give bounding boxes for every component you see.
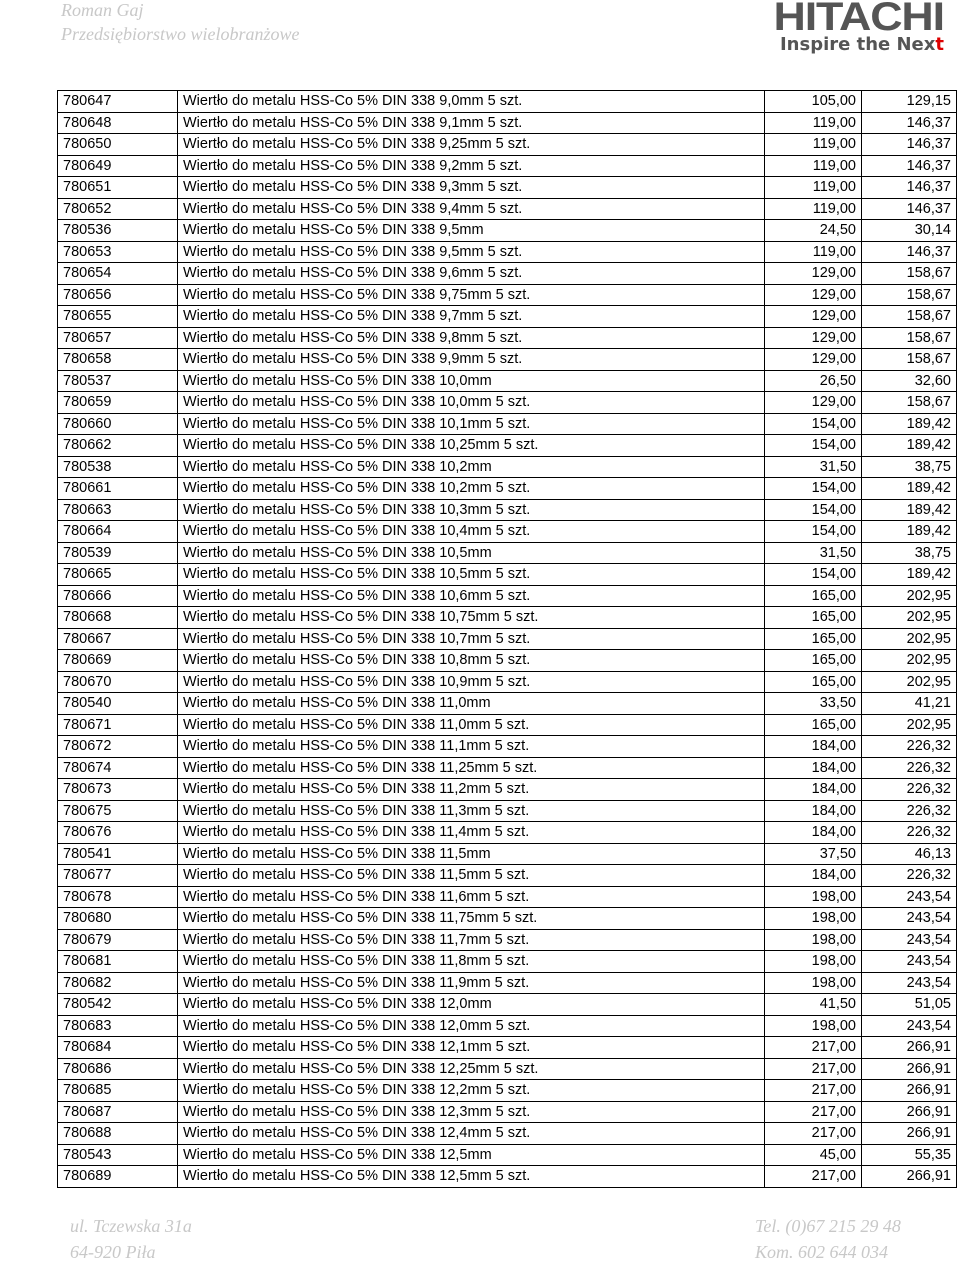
address-city: 64-920 Piła — [70, 1242, 156, 1262]
product-description: Wiertło do metalu HSS-Co 5% DIN 338 11,75mm 5 szt. — [178, 908, 765, 930]
price-net: 33,50 — [765, 693, 862, 715]
table-row — [58, 714, 957, 736]
product-code: 780658 — [58, 349, 178, 371]
product-code: 780656 — [58, 284, 178, 306]
price-gross: 158,67 — [862, 349, 957, 371]
product-description: Wiertło do metalu HSS-Co 5% DIN 338 10,0mm 5 szt. — [178, 392, 765, 414]
product-description: Wiertło do metalu HSS-Co 5% DIN 338 12,1mm 5 szt. — [178, 1037, 765, 1059]
table-row — [58, 1101, 957, 1123]
price-net: 154,00 — [765, 521, 862, 543]
table-row — [58, 134, 957, 156]
price-gross: 202,95 — [862, 607, 957, 629]
product-code: 780536 — [58, 220, 178, 242]
table-row — [58, 112, 957, 134]
price-gross: 243,54 — [862, 929, 957, 951]
product-description: Wiertło do metalu HSS-Co 5% DIN 338 10,8mm 5 szt. — [178, 650, 765, 672]
product-description: Wiertło do metalu HSS-Co 5% DIN 338 9,8mm 5 szt. — [178, 327, 765, 349]
table-row — [58, 306, 957, 328]
product-description: Wiertło do metalu HSS-Co 5% DIN 338 10,2mm — [178, 456, 765, 478]
product-description: Wiertło do metalu HSS-Co 5% DIN 338 12,2mm 5 szt. — [178, 1080, 765, 1102]
price-gross: 226,32 — [862, 865, 957, 887]
table-row — [58, 349, 957, 371]
price-net: 198,00 — [765, 886, 862, 908]
price-gross: 243,54 — [862, 951, 957, 973]
table-row — [58, 478, 957, 500]
table-row — [58, 220, 957, 242]
price-net: 119,00 — [765, 155, 862, 177]
price-net: 198,00 — [765, 908, 862, 930]
price-net: 31,50 — [765, 456, 862, 478]
product-code: 780667 — [58, 628, 178, 650]
product-description: Wiertło do metalu HSS-Co 5% DIN 338 11,2mm 5 szt. — [178, 779, 765, 801]
table-row — [58, 263, 957, 285]
price-gross: 266,91 — [862, 1058, 957, 1080]
price-net: 217,00 — [765, 1058, 862, 1080]
product-description: Wiertło do metalu HSS-Co 5% DIN 338 11,5mm — [178, 843, 765, 865]
product-code: 780664 — [58, 521, 178, 543]
table-row — [58, 736, 957, 758]
price-net: 165,00 — [765, 607, 862, 629]
price-gross: 189,42 — [862, 521, 957, 543]
product-description: Wiertło do metalu HSS-Co 5% DIN 338 9,4mm 5 szt. — [178, 198, 765, 220]
table-row — [58, 650, 957, 672]
price-gross: 202,95 — [862, 628, 957, 650]
price-gross: 266,91 — [862, 1101, 957, 1123]
price-net: 198,00 — [765, 951, 862, 973]
product-description: Wiertło do metalu HSS-Co 5% DIN 338 10,0mm — [178, 370, 765, 392]
price-gross: 189,42 — [862, 413, 957, 435]
price-gross: 129,15 — [862, 91, 957, 113]
price-gross: 202,95 — [862, 650, 957, 672]
price-net: 217,00 — [765, 1080, 862, 1102]
price-gross: 266,91 — [862, 1037, 957, 1059]
table-row — [58, 542, 957, 564]
price-gross: 189,42 — [862, 499, 957, 521]
product-description: Wiertło do metalu HSS-Co 5% DIN 338 9,9mm 5 szt. — [178, 349, 765, 371]
product-description: Wiertło do metalu HSS-Co 5% DIN 338 12,0mm — [178, 994, 765, 1016]
price-net: 154,00 — [765, 478, 862, 500]
price-net: 37,50 — [765, 843, 862, 865]
product-description: Wiertło do metalu HSS-Co 5% DIN 338 12,0mm 5 szt. — [178, 1015, 765, 1037]
product-code: 780649 — [58, 155, 178, 177]
price-gross: 158,67 — [862, 306, 957, 328]
price-net: 217,00 — [765, 1037, 862, 1059]
table-row — [58, 693, 957, 715]
price-gross: 243,54 — [862, 908, 957, 930]
product-description: Wiertło do metalu HSS-Co 5% DIN 338 10,6mm 5 szt. — [178, 585, 765, 607]
product-code: 780669 — [58, 650, 178, 672]
product-code: 780543 — [58, 1144, 178, 1166]
price-gross: 146,37 — [862, 134, 957, 156]
product-code: 780677 — [58, 865, 178, 887]
table-row — [58, 435, 957, 457]
price-gross: 158,67 — [862, 284, 957, 306]
price-gross: 189,42 — [862, 478, 957, 500]
product-description: Wiertło do metalu HSS-Co 5% DIN 338 12,3mm 5 szt. — [178, 1101, 765, 1123]
product-description: Wiertło do metalu HSS-Co 5% DIN 338 11,3mm 5 szt. — [178, 800, 765, 822]
table-row — [58, 843, 957, 865]
product-code: 780689 — [58, 1166, 178, 1188]
product-description: Wiertło do metalu HSS-Co 5% DIN 338 10,1mm 5 szt. — [178, 413, 765, 435]
price-net: 129,00 — [765, 306, 862, 328]
product-code: 780676 — [58, 822, 178, 844]
product-code: 780681 — [58, 951, 178, 973]
logo-tagline-main: Inspire the Nex — [779, 34, 936, 55]
table-row — [58, 865, 957, 887]
product-code: 780666 — [58, 585, 178, 607]
price-net: 31,50 — [765, 542, 862, 564]
table-row — [58, 413, 957, 435]
product-code: 780675 — [58, 800, 178, 822]
table-row — [58, 327, 957, 349]
table-row — [58, 155, 957, 177]
logo-brand: HITACHI — [773, 0, 944, 39]
table-row — [58, 177, 957, 199]
product-description: Wiertło do metalu HSS-Co 5% DIN 338 10,5mm 5 szt. — [178, 564, 765, 586]
price-gross: 202,95 — [862, 585, 957, 607]
product-description: Wiertło do metalu HSS-Co 5% DIN 338 10,4mm 5 szt. — [178, 521, 765, 543]
product-description: Wiertło do metalu HSS-Co 5% DIN 338 10,3mm 5 szt. — [178, 499, 765, 521]
price-net: 165,00 — [765, 671, 862, 693]
price-gross: 55,35 — [862, 1144, 957, 1166]
product-code: 780665 — [58, 564, 178, 586]
price-net: 154,00 — [765, 413, 862, 435]
price-gross: 30,14 — [862, 220, 957, 242]
product-code: 780685 — [58, 1080, 178, 1102]
table-row — [58, 284, 957, 306]
price-net: 217,00 — [765, 1101, 862, 1123]
price-net: 41,50 — [765, 994, 862, 1016]
table-row — [58, 564, 957, 586]
product-description: Wiertło do metalu HSS-Co 5% DIN 338 11,1mm 5 szt. — [178, 736, 765, 758]
price-gross: 158,67 — [862, 327, 957, 349]
price-net: 119,00 — [765, 134, 862, 156]
price-gross: 226,32 — [862, 800, 957, 822]
table-row — [58, 499, 957, 521]
price-gross: 226,32 — [862, 757, 957, 779]
product-code: 780668 — [58, 607, 178, 629]
price-gross: 38,75 — [862, 456, 957, 478]
price-gross: 202,95 — [862, 714, 957, 736]
product-description: Wiertło do metalu HSS-Co 5% DIN 338 9,1mm 5 szt. — [178, 112, 765, 134]
company-subtitle: Przedsiębiorstwo wielobranżowe — [61, 24, 300, 44]
product-code: 780538 — [58, 456, 178, 478]
product-description: Wiertło do metalu HSS-Co 5% DIN 338 11,9mm 5 szt. — [178, 972, 765, 994]
table-row — [58, 1080, 957, 1102]
table-row — [58, 241, 957, 263]
price-gross: 146,37 — [862, 241, 957, 263]
price-gross: 146,37 — [862, 177, 957, 199]
price-net: 129,00 — [765, 327, 862, 349]
price-net: 198,00 — [765, 972, 862, 994]
product-description: Wiertło do metalu HSS-Co 5% DIN 338 9,2mm 5 szt. — [178, 155, 765, 177]
table-row — [58, 1123, 957, 1145]
price-gross: 146,37 — [862, 112, 957, 134]
price-net: 24,50 — [765, 220, 862, 242]
table-row — [58, 585, 957, 607]
price-net: 184,00 — [765, 800, 862, 822]
table-row — [58, 822, 957, 844]
price-gross: 243,54 — [862, 972, 957, 994]
table-row — [58, 951, 957, 973]
price-gross: 38,75 — [862, 542, 957, 564]
price-net: 154,00 — [765, 435, 862, 457]
product-description: Wiertło do metalu HSS-Co 5% DIN 338 9,5mm — [178, 220, 765, 242]
product-description: Wiertło do metalu HSS-Co 5% DIN 338 10,2mm 5 szt. — [178, 478, 765, 500]
product-code: 780659 — [58, 392, 178, 414]
product-code: 780682 — [58, 972, 178, 994]
price-net: 184,00 — [765, 779, 862, 801]
product-code: 780671 — [58, 714, 178, 736]
table-row — [58, 198, 957, 220]
product-code: 780654 — [58, 263, 178, 285]
product-code: 780660 — [58, 413, 178, 435]
company-header — [61, 0, 300, 46]
price-net: 154,00 — [765, 564, 862, 586]
table-row — [58, 929, 957, 951]
product-code: 780679 — [58, 929, 178, 951]
address-street: ul. Tczewska 31a — [70, 1216, 192, 1236]
table-row — [58, 994, 957, 1016]
table-row — [58, 456, 957, 478]
product-description: Wiertło do metalu HSS-Co 5% DIN 338 10,9mm 5 szt. — [178, 671, 765, 693]
price-net: 165,00 — [765, 628, 862, 650]
table-row — [58, 392, 957, 414]
table-row — [58, 91, 957, 113]
price-net: 119,00 — [765, 112, 862, 134]
product-code: 780672 — [58, 736, 178, 758]
price-gross: 189,42 — [862, 435, 957, 457]
product-code: 780539 — [58, 542, 178, 564]
price-net: 217,00 — [765, 1123, 862, 1145]
product-description: Wiertło do metalu HSS-Co 5% DIN 338 11,0mm — [178, 693, 765, 715]
price-table-body — [58, 91, 957, 1188]
product-description: Wiertło do metalu HSS-Co 5% DIN 338 12,5mm — [178, 1144, 765, 1166]
price-gross: 266,91 — [862, 1166, 957, 1188]
contact-mobile: Kom. 602 644 034 — [755, 1242, 889, 1262]
price-table — [57, 90, 957, 1188]
product-code: 780651 — [58, 177, 178, 199]
product-code: 780686 — [58, 1058, 178, 1080]
price-gross: 51,05 — [862, 994, 957, 1016]
price-gross: 146,37 — [862, 155, 957, 177]
price-net: 165,00 — [765, 650, 862, 672]
table-row — [58, 779, 957, 801]
table-row — [58, 370, 957, 392]
price-net: 154,00 — [765, 499, 862, 521]
price-net: 184,00 — [765, 736, 862, 758]
product-code: 780542 — [58, 994, 178, 1016]
product-description: Wiertło do metalu HSS-Co 5% DIN 338 11,0mm 5 szt. — [178, 714, 765, 736]
logo-tagline-end: t — [935, 34, 944, 55]
price-net: 129,00 — [765, 284, 862, 306]
price-gross: 146,37 — [862, 198, 957, 220]
product-code: 780647 — [58, 91, 178, 113]
product-code: 780650 — [58, 134, 178, 156]
table-row — [58, 1144, 957, 1166]
product-code: 780652 — [58, 198, 178, 220]
product-code: 780655 — [58, 306, 178, 328]
product-description: Wiertło do metalu HSS-Co 5% DIN 338 11,5mm 5 szt. — [178, 865, 765, 887]
price-net: 45,00 — [765, 1144, 862, 1166]
product-code: 780683 — [58, 1015, 178, 1037]
price-gross: 266,91 — [862, 1123, 957, 1145]
product-code: 780662 — [58, 435, 178, 457]
product-code: 780678 — [58, 886, 178, 908]
price-net: 105,00 — [765, 91, 862, 113]
table-row — [58, 886, 957, 908]
table-row — [58, 757, 957, 779]
product-description: Wiertło do metalu HSS-Co 5% DIN 338 10,7mm 5 szt. — [178, 628, 765, 650]
price-net: 217,00 — [765, 1166, 862, 1188]
product-code: 780688 — [58, 1123, 178, 1145]
table-row — [58, 908, 957, 930]
price-net: 165,00 — [765, 714, 862, 736]
price-net: 119,00 — [765, 198, 862, 220]
product-description: Wiertło do metalu HSS-Co 5% DIN 338 9,75mm 5 szt. — [178, 284, 765, 306]
table-row — [58, 607, 957, 629]
price-net: 184,00 — [765, 865, 862, 887]
product-code: 780673 — [58, 779, 178, 801]
price-gross: 226,32 — [862, 779, 957, 801]
price-gross: 41,21 — [862, 693, 957, 715]
footer-address — [70, 1213, 192, 1265]
price-net: 119,00 — [765, 241, 862, 263]
price-gross: 243,54 — [862, 1015, 957, 1037]
price-gross: 158,67 — [862, 263, 957, 285]
price-gross: 226,32 — [862, 822, 957, 844]
price-net: 129,00 — [765, 392, 862, 414]
price-gross: 158,67 — [862, 392, 957, 414]
product-code: 780687 — [58, 1101, 178, 1123]
price-net: 198,00 — [765, 929, 862, 951]
product-description: Wiertło do metalu HSS-Co 5% DIN 338 10,25mm 5 szt. — [178, 435, 765, 457]
product-description: Wiertło do metalu HSS-Co 5% DIN 338 11,4mm 5 szt. — [178, 822, 765, 844]
product-description: Wiertło do metalu HSS-Co 5% DIN 338 12,5mm 5 szt. — [178, 1166, 765, 1188]
product-description: Wiertło do metalu HSS-Co 5% DIN 338 12,25mm 5 szt. — [178, 1058, 765, 1080]
product-code: 780674 — [58, 757, 178, 779]
product-description: Wiertło do metalu HSS-Co 5% DIN 338 9,0mm 5 szt. — [178, 91, 765, 113]
contact-phone: Tel. (0)67 215 29 48 — [755, 1216, 901, 1236]
product-description: Wiertło do metalu HSS-Co 5% DIN 338 9,25mm 5 szt. — [178, 134, 765, 156]
product-description: Wiertło do metalu HSS-Co 5% DIN 338 9,6mm 5 szt. — [178, 263, 765, 285]
price-net: 129,00 — [765, 263, 862, 285]
price-net: 165,00 — [765, 585, 862, 607]
price-net: 129,00 — [765, 349, 862, 371]
product-description: Wiertło do metalu HSS-Co 5% DIN 338 12,4mm 5 szt. — [178, 1123, 765, 1145]
price-gross: 202,95 — [862, 671, 957, 693]
product-description: Wiertło do metalu HSS-Co 5% DIN 338 11,6mm 5 szt. — [178, 886, 765, 908]
table-row — [58, 1015, 957, 1037]
product-code: 780653 — [58, 241, 178, 263]
product-code: 780684 — [58, 1037, 178, 1059]
product-code: 780537 — [58, 370, 178, 392]
table-row — [58, 1037, 957, 1059]
table-row — [58, 972, 957, 994]
table-row — [58, 628, 957, 650]
product-description: Wiertło do metalu HSS-Co 5% DIN 338 11,7mm 5 szt. — [178, 929, 765, 951]
price-net: 184,00 — [765, 757, 862, 779]
price-gross: 243,54 — [862, 886, 957, 908]
product-description: Wiertło do metalu HSS-Co 5% DIN 338 11,25mm 5 szt. — [178, 757, 765, 779]
price-gross: 32,60 — [862, 370, 957, 392]
price-net: 119,00 — [765, 177, 862, 199]
table-row — [58, 521, 957, 543]
table-row — [58, 671, 957, 693]
product-description: Wiertło do metalu HSS-Co 5% DIN 338 10,75mm 5 szt. — [178, 607, 765, 629]
product-code: 780663 — [58, 499, 178, 521]
price-net: 26,50 — [765, 370, 862, 392]
product-code: 780670 — [58, 671, 178, 693]
product-code: 780540 — [58, 693, 178, 715]
product-description: Wiertło do metalu HSS-Co 5% DIN 338 10,5mm — [178, 542, 765, 564]
table-row — [58, 1166, 957, 1188]
product-code: 780680 — [58, 908, 178, 930]
product-description: Wiertło do metalu HSS-Co 5% DIN 338 9,3mm 5 szt. — [178, 177, 765, 199]
price-net: 184,00 — [765, 822, 862, 844]
product-code: 780657 — [58, 327, 178, 349]
company-name: Roman Gaj — [61, 0, 144, 20]
price-net: 198,00 — [765, 1015, 862, 1037]
price-gross: 189,42 — [862, 564, 957, 586]
footer-contact — [755, 1213, 901, 1265]
table-row — [58, 1058, 957, 1080]
table-row — [58, 800, 957, 822]
product-description: Wiertło do metalu HSS-Co 5% DIN 338 11,8mm 5 szt. — [178, 951, 765, 973]
product-code: 780661 — [58, 478, 178, 500]
hitachi-logo — [754, 0, 944, 56]
price-gross: 226,32 — [862, 736, 957, 758]
product-code: 780541 — [58, 843, 178, 865]
product-description: Wiertło do metalu HSS-Co 5% DIN 338 9,5mm 5 szt. — [178, 241, 765, 263]
product-code: 780648 — [58, 112, 178, 134]
price-gross: 266,91 — [862, 1080, 957, 1102]
price-gross: 46,13 — [862, 843, 957, 865]
product-description: Wiertło do metalu HSS-Co 5% DIN 338 9,7mm 5 szt. — [178, 306, 765, 328]
